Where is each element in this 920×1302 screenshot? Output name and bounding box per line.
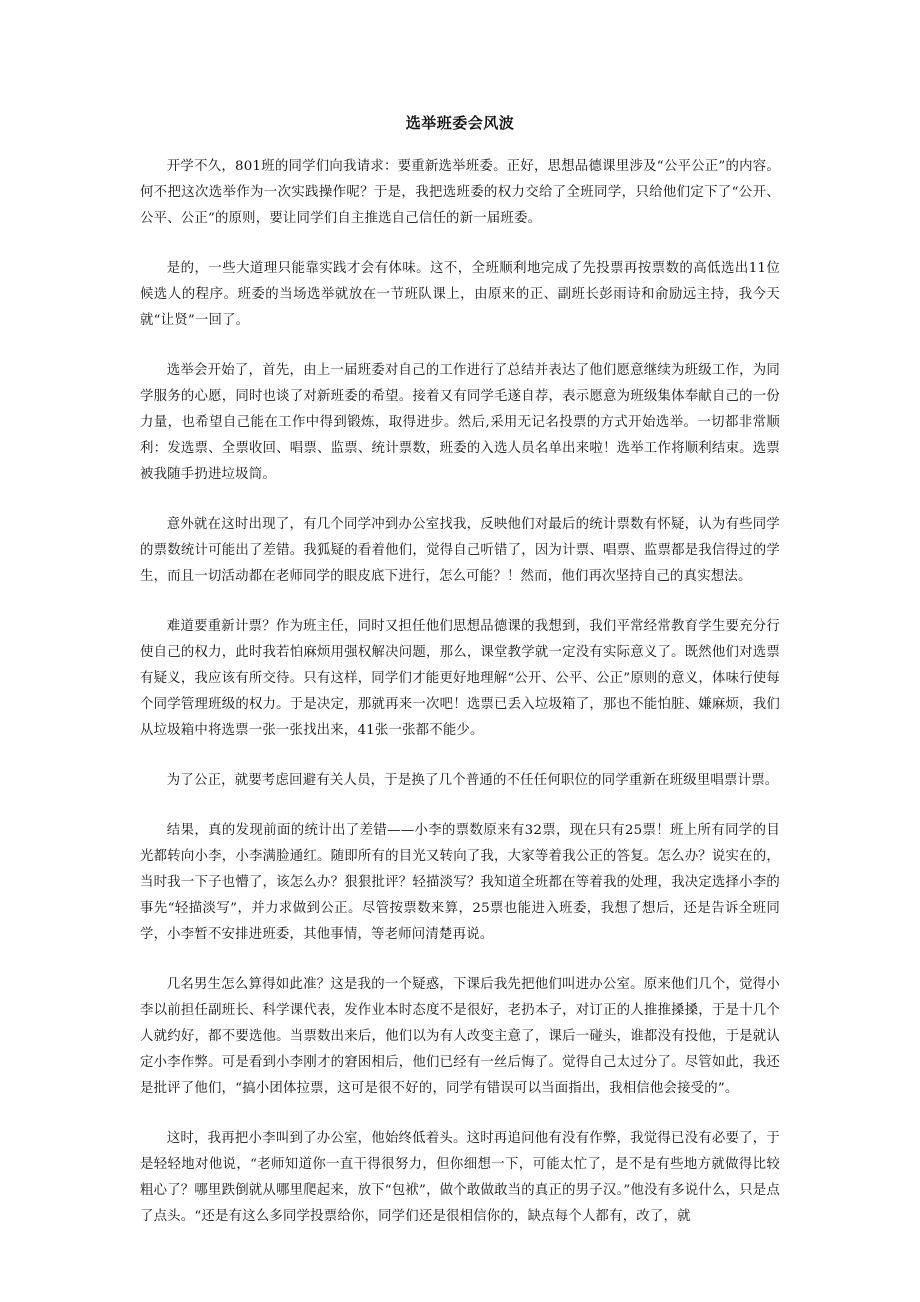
document-page xyxy=(140,112,780,1254)
paragraph-1: 开学不久，801班的同学们向我请求：要重新选举班委。正好，思想品德课里涉及“公平公正”的内容。何不把这次选举作为一次实践操作呢？于是，我把选班委的权力交给了全班同学，只给他们定下了“公开、公平、公正”的原则，要让同学们自主推选自己信任的新一届班委。 xyxy=(140,159,780,226)
paragraph-7: 结果，真的发现前面的统计出了差错——小李的票数原来有32票，现在只有25票！班上所有同学的目光都转向小李，小李满脸通红。随即所有的目光又转向了我，大家等着我公正的答复。怎么办？说实在的，当时我一下子也懵了，该怎么办？狠狠批评？轻描淡写？我知道全班都在等着我的处理，我决定选择小李的事先“轻描淡写”，并力求做到公正。尽管按票数来算，25票也能进入班委，我想了想后，还是告诉全班同学，小李暂不安排进班委，其他事情，等老师问清楚再说。 xyxy=(140,823,780,942)
paragraph-3: 选举会开始了，首先，由上一届班委对自己的工作进行了总结并表达了他们愿意继续为班级工作，为同学服务的心愿，同时也谈了对新班委的希望。接着又有同学毛遂自荐，表示愿意为班级集体奉献自己的一份力量，也希望自己能在工作中得到锻炼，取得进步。然后,采用无记名投票的方式开始选举。一切都非常顺利：发选票、全票收回、唱票、监票、统计票数，班委的入选人员名单出来啦！选举工作将顺利结束。选票被我随手扔进垃圾筒。 xyxy=(140,363,780,482)
paragraph-2: 是的，一些大道理只能靠实践才会有体味。这不，全班顺利地完成了先投票再按票数的高低选出11位候选人的程序。班委的当场选举就放在一节班队课上，由原来的正、副班长彭雨诗和俞励远主持，我今天就“让贤”一回了。 xyxy=(140,261,780,328)
paragraph-4: 意外就在这时出现了，有几个同学冲到办公室找我，反映他们对最后的统计票数有怀疑，认为有些同学的票数统计可能出了差错。我狐疑的看着他们，觉得自己听错了，因为计票、唱票、监票都是我信得过的学生，而且一切活动都在老师同学的眼皮底下进行，怎么可能？！然而，他们再次坚持自己的真实想法。 xyxy=(140,517,780,584)
paragraph-6: 为了公正，就要考虑回避有关人员，于是换了几个普通的不任任何职位的同学重新在班级里唱票计票。 xyxy=(166,773,779,788)
paragraph-5: 难道要重新计票？作为班主任，同时又担任他们思想品德课的我想到，我们平常经常教育学生要充分行使自己的权力，此时我若怕麻烦用强权解决问题，那么，课堂教学就一定没有实际意义了。既然他们对选票有疑义，我应该有所交待。只有这样，同学们才能更好地理解“公开、公平、公正”原则的意义，体味行使每个同学管理班级的权力。于是决定，那就再来一次吧！选票已丢入垃圾箱了，那也不能怕脏、嫌麻烦，我们从垃圾箱中将选票一张一张找出来，41张一张都不能少。 xyxy=(140,619,780,738)
document-title: 选举班委会风波 xyxy=(405,114,515,132)
paragraph-9: 这时，我再把小李叫到了办公室，他始终低着头。这时再追问他有没有作弊，我觉得已没有必要了，于是轻轻地对他说，“老师知道你一直干得很努力，但你细想一下，可能太忙了，是不是有些地方就做得比较粗心了？哪里跌倒就从哪里爬起来，放下“包袱”，做个敢做敢当的真正的男子汉。”他没有多说什么，只是点了点头。“还是有这么多同学投票给你，同学们还是很相信你的，缺点每个人都有，改了，就 xyxy=(140,1131,780,1224)
paragraph-8: 几名男生怎么算得如此准？这是我的一个疑惑，下课后我先把他们叫进办公室。原来他们几个，觉得小李以前担任副班长、科学课代表，发作业本时态度不是很好，老扔本子，对订正的人推推搡搡，于是十几个人就约好，都不要选他。当票数出来后，他们以为有人改变主意了，课后一碰头，谁都没有投他，于是就认定小李作弊。可是看到小李刚才的窘困相后，他们已经有一丝后悔了。觉得自己太过分了。尽管如此，我还是批评了他们，“搞小团体拉票，这可是很不好的，同学有错误可以当面指出，我相信他会接受的”。 xyxy=(140,977,780,1096)
